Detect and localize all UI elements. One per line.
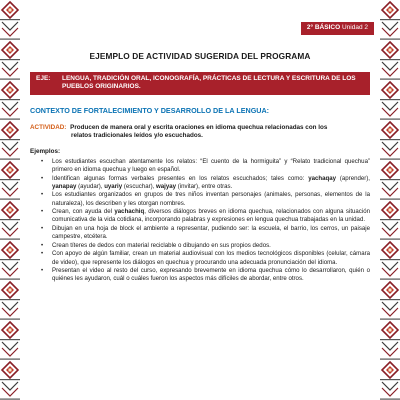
left-decorative-border [0,0,20,400]
example-text: Con apoyo de algún familiar, crean un material audiovisual con los medios tecnológicos disponibles (celular, cámara de video), que represente los diálogos en quechua y procurando una adecuada pronunciación del idioma. [52,250,370,266]
list-item [52,158,370,175]
quechua-term: uyariy [104,182,123,190]
ejemplos-label: Ejemplos: [30,147,61,155]
example-text: Identifican algunas formas verbales presentes en los relatos escuchados; tales como: [52,174,305,182]
document-page [30,38,370,284]
andean-pattern-icon [380,0,400,400]
examples-list [30,158,370,284]
example-text: Los estudiantes escuchan atentamente los relatos: “El cuento de la hormiguita” y “Relato tradicional quechua” primero en idioma quechua y luego en español. [52,157,370,174]
example-text: Crean, con ayuda del [52,208,113,216]
eje-text: LENGUA, TRADICIÓN ORAL, ICONOGRAFÍA, PRÁCTICAS DE LECTURA Y ESCRITURA DE LOS PUEBLOS ORIGINARIOS. [62,75,356,91]
quechua-term: yachachiq [114,208,145,216]
badge-unit: Unidad 2 [341,24,368,31]
list-item [52,267,370,284]
example-text: (aprender), [339,174,371,182]
example-text: (ayudar), [78,182,103,190]
list-item [52,225,370,242]
andean-pattern-icon [0,0,20,400]
example-text: Los estudiantes organizados en grupos de tres niños inventan personajes (animales, personas, elementos de la naturaleza), los describen y les otorgan nombres. [52,191,370,207]
example-text: (invitar), entre otras. [177,182,233,190]
list-item [52,208,370,225]
right-decorative-border [380,0,400,400]
badge-grade: 2° BÁSICO [306,24,341,31]
grade-unit-badge [301,22,374,35]
quechua-term: yachaqay [308,174,337,182]
example-text: Crean títeres de dedos con material reciclable o dibujando en sus propios dedos. [52,241,271,249]
list-item [52,250,370,267]
actividad-line-1: Producen de manera oral y escrita oraciones en idioma quechua relacionadas con los [70,123,328,131]
list-item [52,242,370,250]
list-item [52,191,370,208]
example-text: Dibujan en una hoja de block el ambiente a representar, pudiendo ser: la escuela, el barrio, los cerros, un paisaje campestre, etcétera. [52,224,370,241]
actividad-line-2: relatos tradicionales leídos y/o escuchados. [71,131,203,139]
example-text: Presentan el video al resto del curso, expresando brevemente en idioma quechua cómo lo desarrollaron, quién o quiénes les ayudaron, cuál o cuáles fueron los aspectos más difíciles de abordar, entre otros. [52,266,370,283]
page-title: EJEMPLO DE ACTIVIDAD SUGERIDA DEL PROGRAMA [89,51,311,61]
quechua-term: wajyay [156,182,177,190]
quechua-term: yanapay [52,182,77,190]
actividad-block [30,124,370,140]
actividad-text [30,124,327,140]
section-title: CONTEXTO DE FORTALECIMIENTO Y DESARROLLO DE LA LENGUA: [30,105,270,115]
list-item [52,175,370,192]
example-text: (escuchar), [123,182,155,190]
eje-label: EJE: [36,75,51,82]
eje-banner [30,72,370,95]
example-text: , diversos diálogos breves en idioma quechua, relacionados con alguna situación comunicativa de la vida cotidiana, incorporando palabras y expresiones en lengua quechua trabajadas en la unidad. [52,208,370,224]
actividad-label: ACTIVIDAD: [30,123,67,131]
